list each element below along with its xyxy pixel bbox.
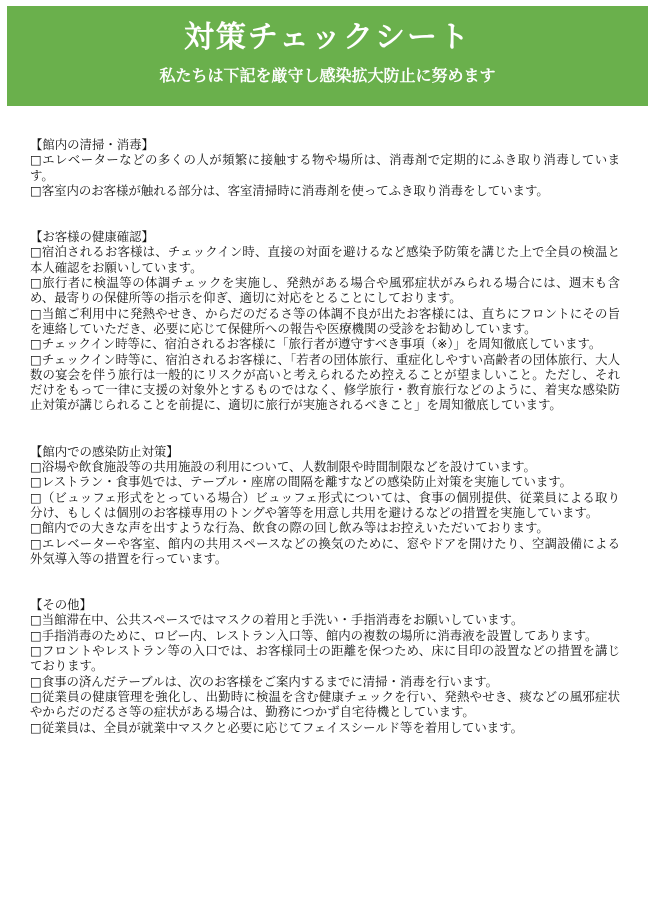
checklist-item-text: フロントやレストラン等の入口では、お客様同士の距離を保つため、床に目印の設置などの措置を講じております。	[30, 643, 620, 674]
checklist-item	[30, 520, 620, 535]
checkbox-icon: □	[30, 612, 42, 628]
checkbox-icon: □	[30, 351, 42, 367]
checkbox-icon: □	[30, 520, 42, 536]
checkbox-icon: □	[30, 719, 42, 735]
checkbox-icon: □	[30, 474, 42, 490]
page-title: 対策チェックシート	[183, 20, 472, 55]
checklist-item	[30, 275, 620, 306]
section-health-check	[30, 229, 620, 413]
checklist-item-text: 宿泊されるお客様は、チェックイン時、直接の対面を避けるなど感染予防策を講じた上で全員の検温と本人確認をお願いしています。	[30, 244, 620, 275]
checklist-item	[30, 183, 620, 198]
checkbox-icon: □	[30, 627, 42, 643]
checklist-item	[30, 244, 620, 275]
checklist-item-text: 浴場や飲食施設等の共用施設の利用について、人数制限や時間制限などを設けています。	[41, 459, 536, 475]
checkbox-icon: □	[30, 688, 42, 704]
checklist-item	[30, 674, 620, 689]
checklist-item	[30, 306, 620, 337]
checkbox-icon: □	[30, 182, 42, 198]
section-cleaning	[30, 137, 620, 198]
section-other	[30, 597, 620, 735]
section-heading: 【その他】	[30, 597, 92, 613]
checklist-item	[30, 612, 620, 627]
page-subtitle: 私たちは下記を厳守し感染拡大防止に努めます	[159, 66, 496, 85]
section-heading: 【館内の清掃・消毒】	[30, 137, 154, 152]
checklist-item-text: 手指消毒のために、ロビー内、レストラン入口等、館内の複数の場所に消毒液を設置してあります。	[41, 627, 598, 643]
checklist-item-text: （ビュッフェ形式をとっている場合）ビュッフェ形式については、食事の個別提供、従業員による取り分け、もしくは個別のお客様専用のトングや箸等を用意し共用を避けるなどの措置を実施しています。	[30, 489, 620, 520]
checklist-item	[30, 490, 620, 521]
checklist-item	[30, 689, 620, 720]
checkbox-icon: □	[30, 305, 42, 321]
checklist-item-text: レストラン・食事処では、テーブル・座席の間隔を離すなどの感染防止対策を実施しています。	[41, 474, 573, 490]
checkbox-icon: □	[30, 336, 42, 352]
checklist-item-text: 客室内のお客様が触れる部分は、客室清掃時に消毒剤を使ってふき取り消毒をしています。	[41, 182, 549, 198]
checklist-item-text: エレベーターや客室、館内の共用スペースなどの換気のために、窓やドアを開けたり、空調設備による外気導入等の措置を行っています。	[30, 535, 620, 566]
checklist-item	[30, 628, 620, 643]
checklist-item-text: チェックイン時等に、宿泊されるお客様に、「若者の団体旅行、重症化しやすい高齢者の団体旅行、大人数の宴会を伴う旅行は一般的にリスクが高いと考えられるため控えることが望ましいこと。ただし、それだけをもって一律に支援の対象外とするものではなく、修学旅行・教育旅行などのように、着実な感染防止対策が講じられることを前提に、適切に旅行が実施されるべきこと」を周知徹底しています。	[30, 351, 620, 413]
section-heading: 【お客様の健康確認】	[30, 229, 154, 245]
checkbox-icon: □	[30, 152, 43, 168]
header-banner	[7, 6, 648, 106]
checklist-item	[30, 643, 620, 674]
checklist-item-text: 従業員は、全員が就業中マスクと必要に応じてフェイスシールド等を着用しています。	[41, 719, 523, 735]
checkbox-icon: □	[30, 244, 42, 260]
checkbox-icon: □	[30, 535, 42, 551]
checklist-item	[30, 352, 620, 413]
checkbox-icon: □	[30, 489, 42, 505]
checklist-item	[30, 152, 620, 183]
checklist-item-text: エレベーターなどの多くの人が頻繁に接触する物や場所は、消毒剤で定期的にふき取り消毒しています。	[30, 152, 620, 183]
checklist-content	[30, 137, 620, 735]
checklist-item	[30, 336, 620, 351]
checkbox-icon: □	[30, 459, 42, 475]
checkbox-icon: □	[30, 275, 43, 291]
checklist-item-text: チェックイン時等に、宿泊されるお客様に「旅行者が遵守すべき事項（※）」を周知徹底しています。	[41, 336, 602, 352]
checklist-item	[30, 536, 620, 567]
checklist-item	[30, 459, 620, 474]
checklist-item-text: 旅行者に検温等の体調チェックを実施し、発熱がある場合や風邪症状がみられる場合には、週末も含め、最寄りの保健所等の指示を仰ぎ、適切に対応をとることにしております。	[30, 275, 620, 306]
checklist-item-text: 従業員の健康管理を強化し、出勤時に検温を含む健康チェックを行い、発熱やせき、痰などの風邪症状やからだのだるさ等の症状がある場合は、勤務につかず自宅待機としています。	[30, 688, 620, 720]
checklist-item-text: 食事の済んだテーブルは、次のお客様をご案内するまでに清掃・消毒を行います。	[41, 673, 499, 689]
checklist-item-text: 館内での大きな声を出すような行為、飲食の際の回し飲み等はお控えいただいております。	[41, 520, 549, 536]
checklist-item-text: 当館ご利用中に発熱やせき、からだのだるさ等の体調不良が出たお客様には、直ちにフロントにその旨を連絡していただき、必要に応じて保健所への報告や医療機関の受診をお勧めしています。	[30, 305, 620, 336]
section-infection-prevention	[30, 444, 620, 566]
checkbox-icon: □	[30, 673, 42, 689]
checklist-item	[30, 474, 620, 489]
checklist-item	[30, 720, 620, 735]
checkbox-icon: □	[30, 643, 42, 659]
checklist-item-text: 当館滞在中、公共スペースではマスクの着用と手洗い・手指消毒をお願いしています。	[41, 612, 524, 628]
section-heading: 【館内での感染防止対策】	[30, 443, 179, 459]
